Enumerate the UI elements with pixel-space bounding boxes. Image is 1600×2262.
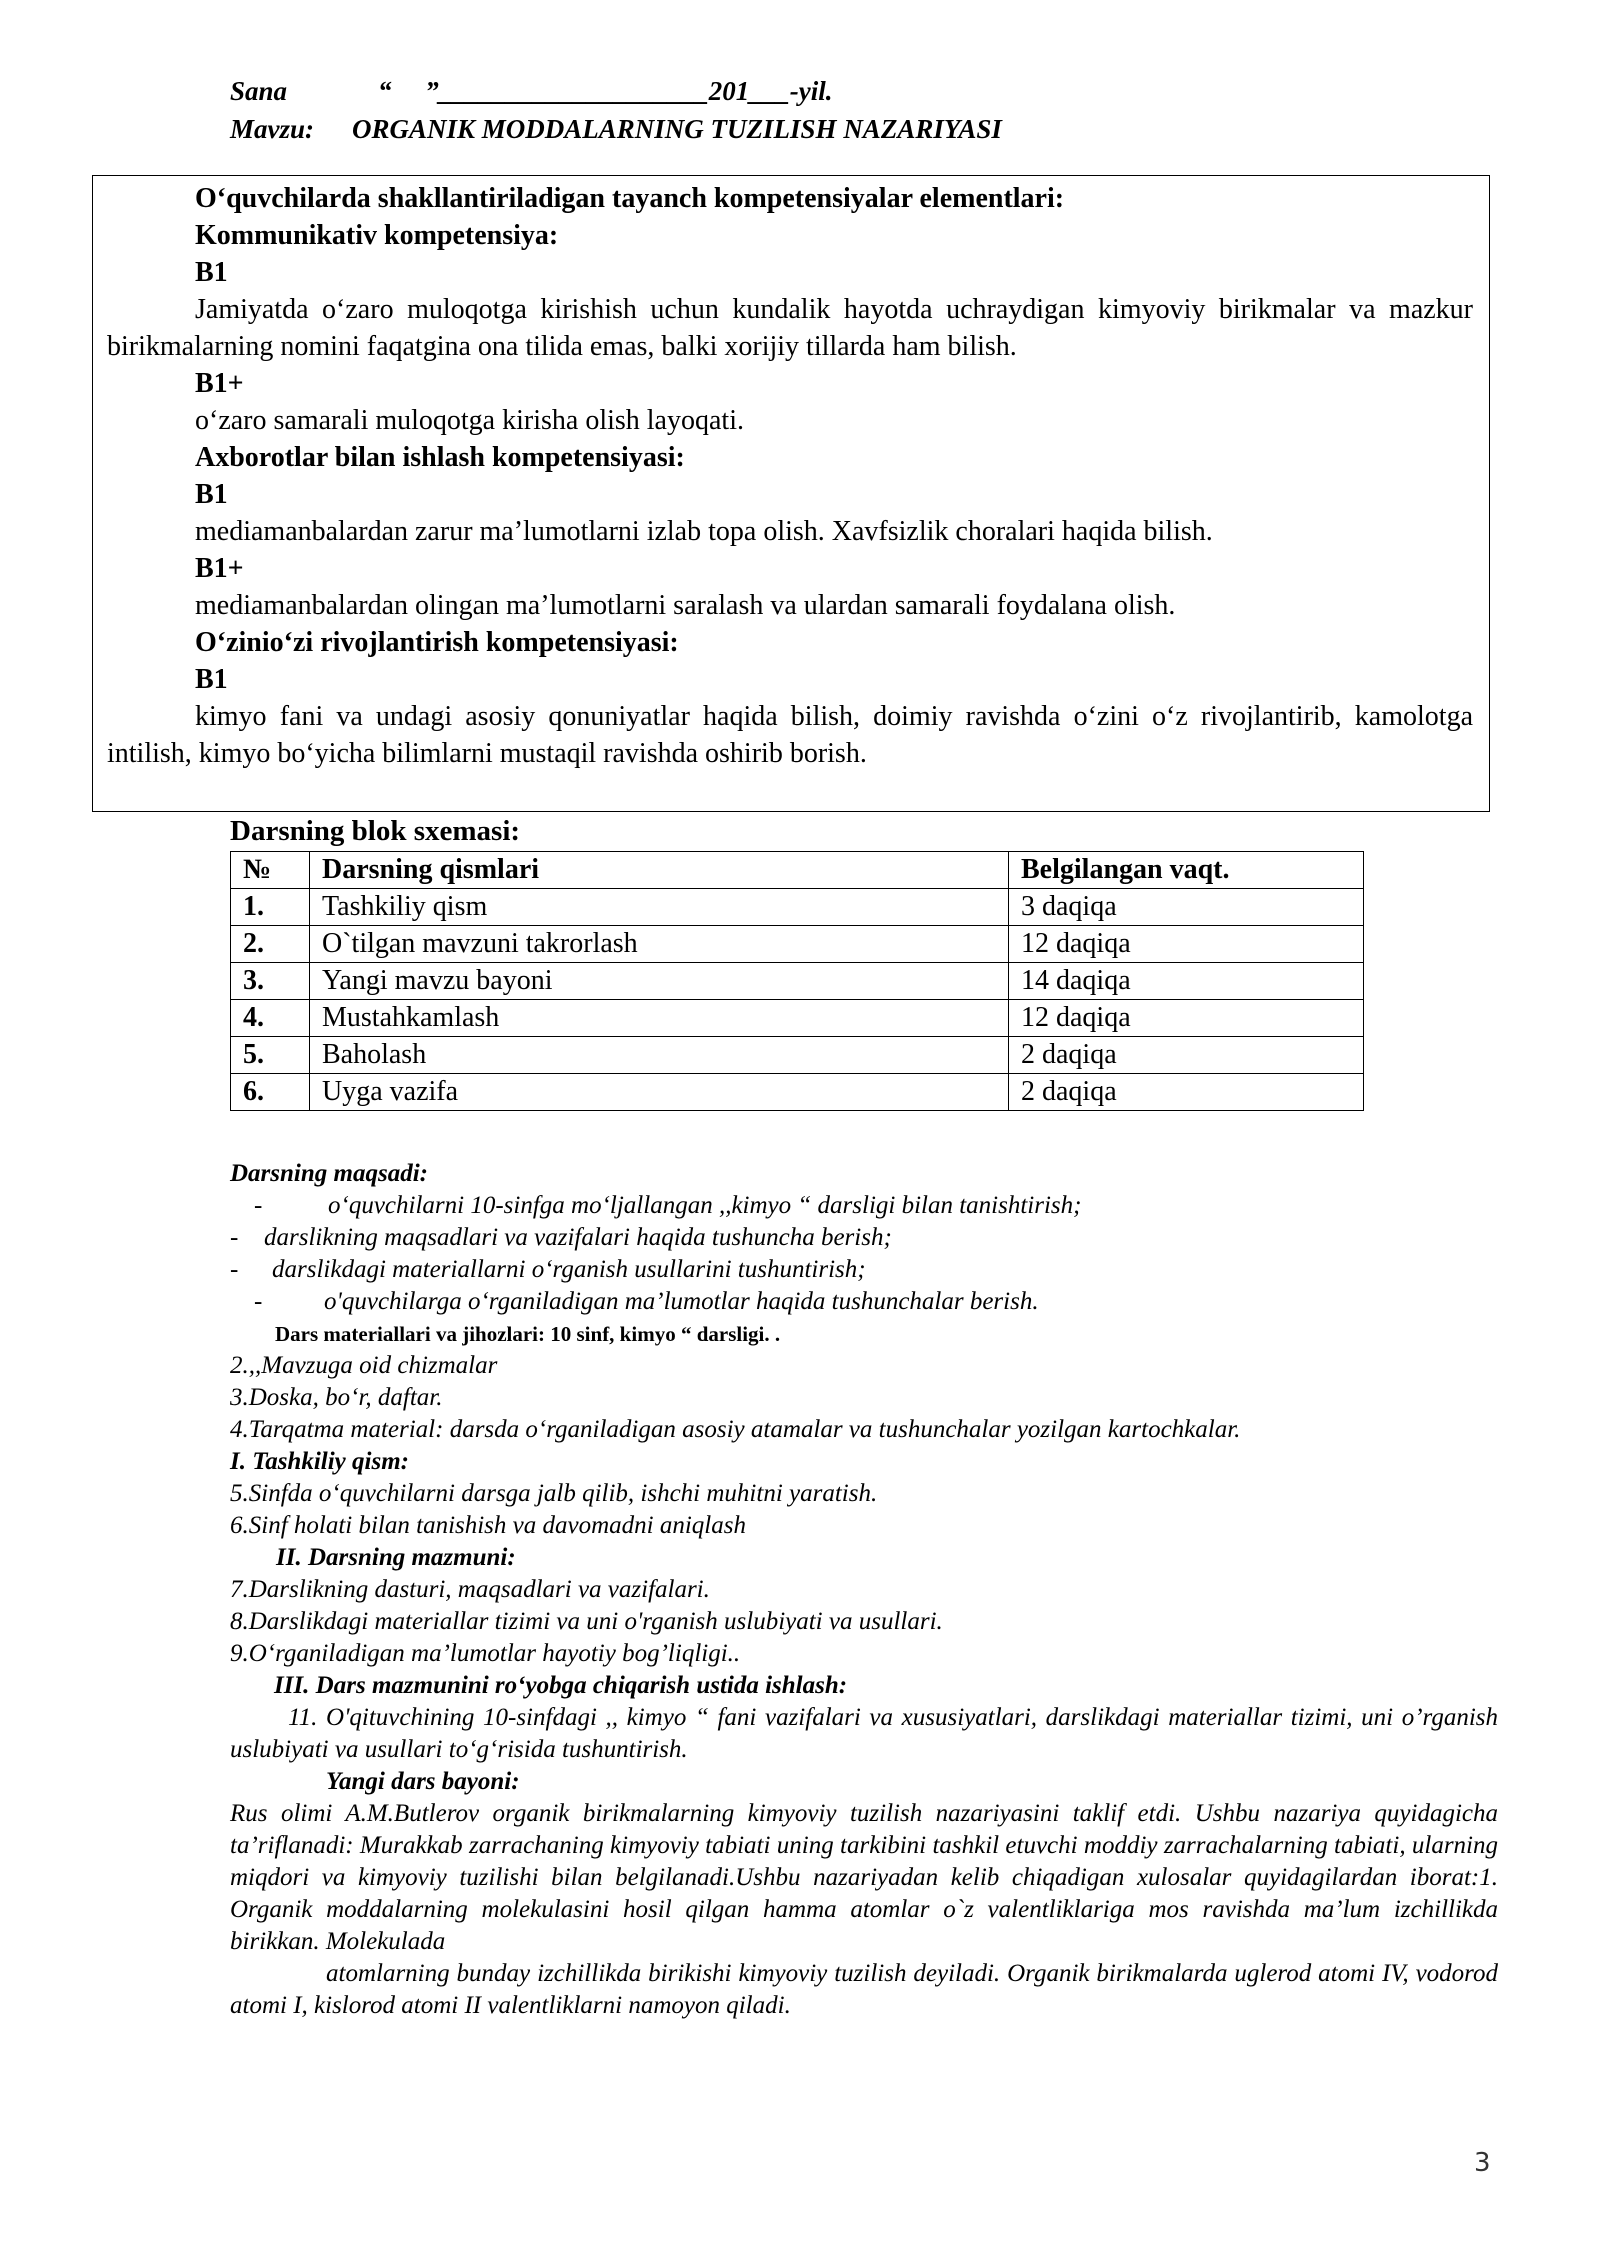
block-scheme-table: [230, 851, 1364, 1111]
goal-item: - o'quvchilarga o‘rganiladigan ma’lumotlar haqida tushunchalar berish.: [254, 1288, 1039, 1315]
goal-item: - o‘quvchilarni 10-sinfga mo‘ljallangan ,,kimyo “ darsligi bilan tanishtirish;: [254, 1192, 1082, 1219]
new-topic-paragraph-2: atomlarning bunday izchillikda birikishi kimyoviy tuzilish deyiladi. Organik birikmalarda uglerod atomi IV, vodorod atomi I, kislorod atomi II valentliklarni namoyon qiladi.: [230, 1960, 1498, 2019]
line-3: 3.Doska, bo‘r, daftar.: [230, 1384, 443, 1411]
col-header-time: Belgilangan vaqt.: [1009, 852, 1364, 889]
row-part: O`tilgan mavzuni takrorlash: [310, 926, 1009, 963]
row-time: 12 daqiqa: [1009, 1000, 1364, 1037]
table-row: [231, 1037, 1364, 1074]
communicative-b1-text: Jamiyatda o‘zaro muloqotga kirishish uchun kundalik hayotda uchraydigan kimyoviy birikmalar va mazkur birikmalarning nomini faqatgina ona tilida emas, balki xorijiy tillarda ham bilish.: [107, 294, 1473, 362]
line-6: 6.Sinf holati bilan tanishish va davomadni aniqlash: [230, 1512, 746, 1539]
col-header-number: №: [231, 852, 310, 889]
table-header-row: [231, 852, 1364, 889]
self-development-heading: O‘zinio‘zi rivojlantirish kompetensiyasi:: [195, 627, 679, 658]
materials-line: Dars materiallari va jihozlari: 10 sinf, kimyo “ darsligi. .: [275, 1322, 781, 1346]
table-row: [231, 1074, 1364, 1111]
row-part: Yangi mavzu bayoni: [310, 963, 1009, 1000]
line-2: 2.,,Mavzuga oid chizmalar: [230, 1352, 498, 1379]
row-number: 6.: [231, 1074, 310, 1111]
information-b1plus-text: mediamanbalardan olingan ma’lumotlarni saralash va ulardan samarali foydalana olish.: [195, 590, 1176, 621]
topic-label: Mavzu:: [230, 114, 315, 144]
row-part: Tashkiliy qism: [310, 889, 1009, 926]
row-time: 2 daqiqa: [1009, 1037, 1364, 1074]
topic-value: ORGANIK MODDALARNING TUZILISH NAZARIYASI: [352, 114, 1002, 144]
communicative-b1plus-text: o‘zaro samarali muloqotga kirisha olish layoqati.: [195, 405, 744, 436]
table-row: [231, 889, 1364, 926]
row-time: 2 daqiqa: [1009, 1074, 1364, 1111]
line-8: 8.Darslikdagi materiallar tizimi va uni o'rganish uslubiyati va usullari.: [230, 1608, 943, 1635]
page-number: 3: [1474, 2148, 1491, 2178]
goals-heading: Darsning maqsadi:: [230, 1160, 428, 1187]
information-b1plus-label: B1+: [195, 553, 244, 584]
communicative-heading: Kommunikativ kompetensiya:: [195, 220, 559, 251]
date-label: Sana: [230, 76, 288, 106]
row-time: 3 daqiqa: [1009, 889, 1364, 926]
block-scheme-title: Darsning blok sxemasi:: [230, 815, 521, 847]
section-3-heading: III. Dars mazmunini ro‘yobga chiqarish ustida ishlash:: [274, 1672, 848, 1699]
row-number: 2.: [231, 926, 310, 963]
information-b1-text: mediamanbalardan zarur ma’lumotlarni izlab topa olish. Xavfsizlik choralari haqida bilish.: [195, 516, 1213, 547]
topic-row: [230, 110, 1002, 148]
new-topic-paragraph-1: Rus olimi A.M.Butlerov organik birikmalarning kimyoviy tuzilish nazariyasini taklif etdi. Ushbu nazariya quyidagicha ta’riflanadi: Murakkab zarrachaning kimyoviy tabiati uning tarkibini tashkil etuvchi moddiy zarrachalarning tabiati, ularning miqdori va kimyoviy tuzilishi bilan belgilanadi.Ushbu nazariyadan kelib chiqadigan xulosalar quyidagilardan iborat:1. Organik moddalarning molekulasini hosil qilgan hamma atomlar o`z valentliklariga mos ravishda ma’lum izchillikda birikkan. Molekulada: [230, 1800, 1498, 1955]
line-4: 4.Tarqatma material: darsda o‘rganiladigan asosiy atamalar va tushunchalar yozilgan kartochkalar.: [230, 1416, 1241, 1443]
information-b1-label: B1: [195, 479, 228, 510]
row-part: Baholash: [310, 1037, 1009, 1074]
row-number: 1.: [231, 889, 310, 926]
row-number: 3.: [231, 963, 310, 1000]
document-header: [230, 72, 1002, 148]
self-development-b1-label: B1: [195, 664, 228, 695]
communicative-b1-label: B1: [195, 257, 228, 288]
information-heading: Axborotlar bilan ishlash kompetensiyasi:: [195, 442, 685, 473]
date-row: [230, 72, 1002, 110]
table-row: [231, 963, 1364, 1000]
section-2-heading: II. Darsning mazmuni:: [276, 1544, 516, 1571]
table-row: [231, 1000, 1364, 1037]
row-part: Uyga vazifa: [310, 1074, 1009, 1111]
row-number: 4.: [231, 1000, 310, 1037]
line-7: 7.Darslikning dasturi, maqsadlari va vazifalari.: [230, 1576, 710, 1603]
self-development-b1-text: kimyo fani va undagi asosiy qonuniyatlar haqida bilish, doimiy ravishda o‘zini o‘z rivojlantirib, kamolotga intilish, kimyo bo‘yicha bilimlarni mustaqil ravishda oshirib borish.: [107, 701, 1473, 769]
row-part: Mustahkamlash: [310, 1000, 1009, 1037]
line-11: 11. O'qituvchining 10-sinfdagi ,, kimyo “ fani vazifalari va xususiyatlari, darslikdagi materiallar tizimi, uni o’rganish uslubiyati va usullari to‘g‘risida tushuntirish.: [230, 1704, 1498, 1763]
col-header-parts: Darsning qismlari: [310, 852, 1009, 889]
goal-item: - darslikning maqsadlari va vazifalari haqida tushuncha berish;: [230, 1224, 892, 1251]
lesson-body: [230, 1158, 1498, 2022]
row-number: 5.: [231, 1037, 310, 1074]
line-9: 9.O‘rganiladigan ma’lumotlar hayotiy bog’liqligi..: [230, 1640, 741, 1667]
section-1-heading: I. Tashkiliy qism:: [230, 1448, 409, 1475]
competencies-title: O‘quvchilarda shakllantiriladigan tayanch kompetensiyalar elementlari:: [195, 183, 1065, 214]
date-value: “ ”____________________201___-yil.: [378, 76, 833, 106]
new-topic-heading: Yangi dars bayoni:: [326, 1768, 520, 1795]
competencies-box: [92, 175, 1490, 812]
line-5: 5.Sinfda o‘quvchilarni darsga jalb qilib, ishchi muhitni yaratish.: [230, 1480, 878, 1507]
communicative-b1plus-label: B1+: [195, 368, 244, 399]
row-time: 12 daqiqa: [1009, 926, 1364, 963]
table-row: [231, 926, 1364, 963]
row-time: 14 daqiqa: [1009, 963, 1364, 1000]
goal-item: - darslikdagi materiallarni o‘rganish usullarini tushuntirish;: [230, 1256, 866, 1283]
